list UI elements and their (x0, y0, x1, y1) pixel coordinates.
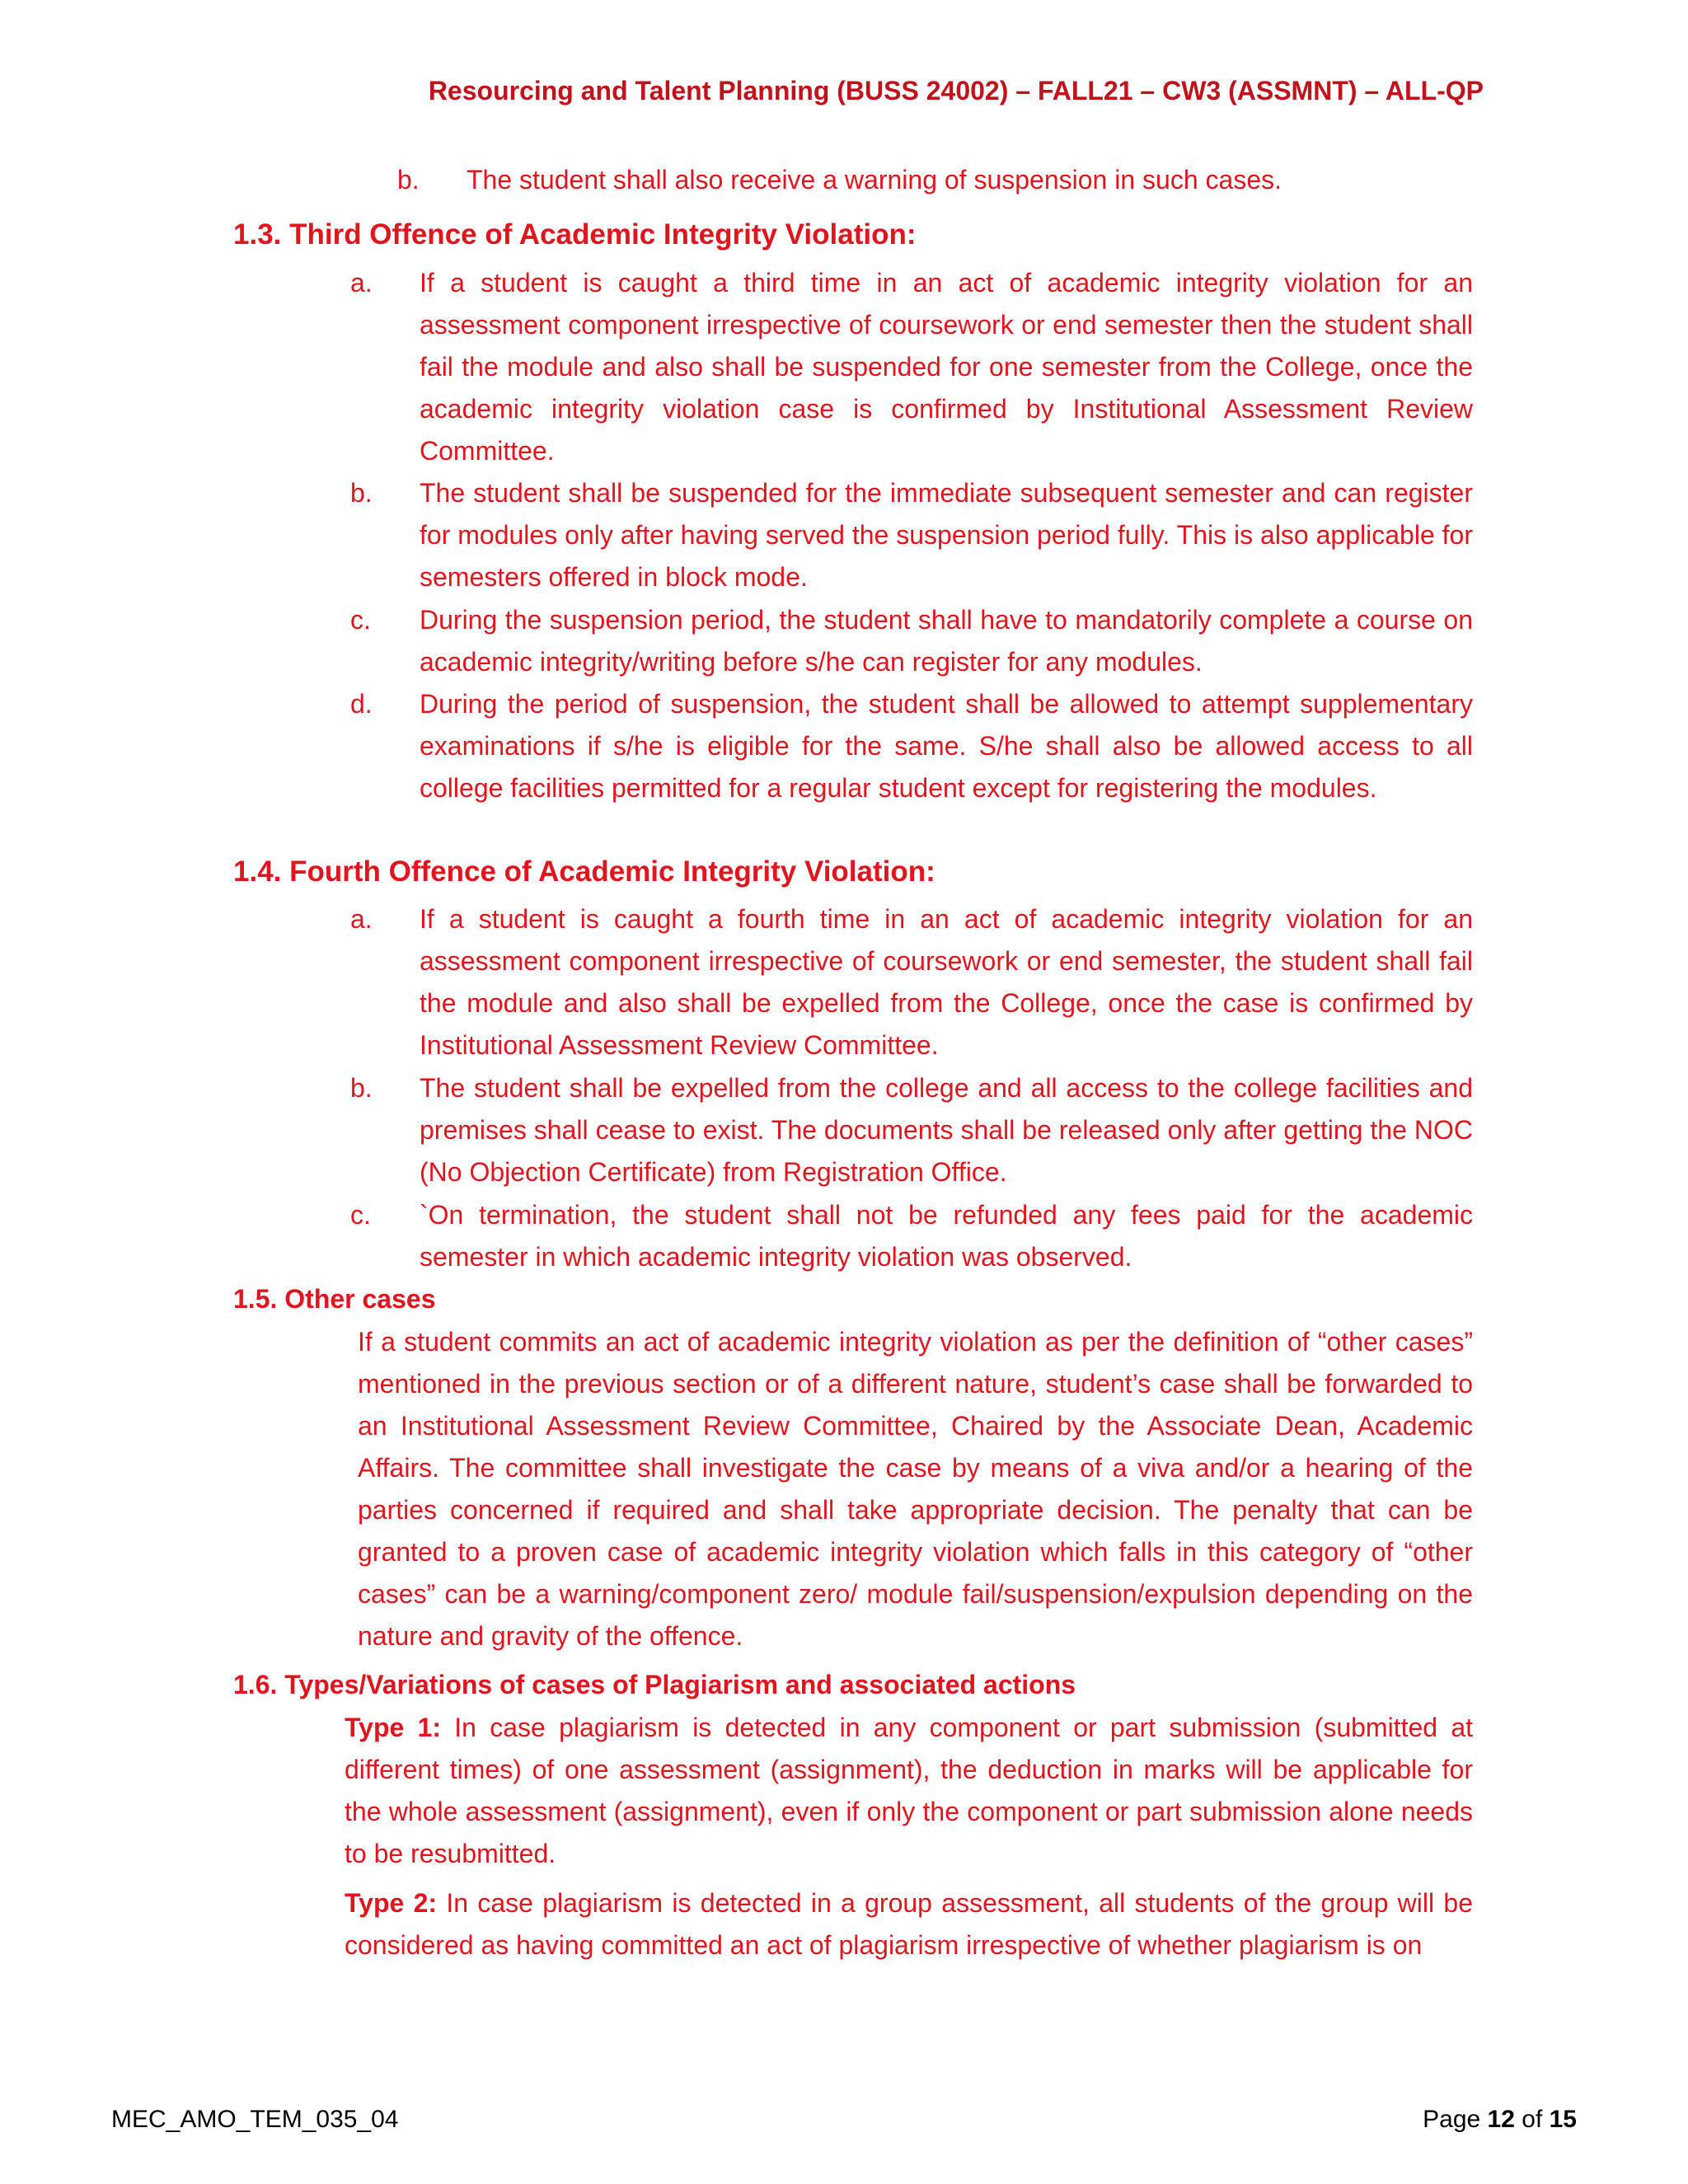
list-text: If a student is caught a third time in an act of academic integrity violation for an assessment component irrespective of coursework or end semester then the student shall fail the module and also shall be suspended for one semester from the College, once the academic integrity violation case is confirmed by Institutional Assessment Review Committee. (420, 268, 1473, 466)
section-heading: 1.5. Other cases (233, 1284, 436, 1314)
list-marker: a. (350, 268, 373, 298)
section-heading: 1.6. Types/Variations of cases of Plagiarism and associated actions (233, 1670, 1076, 1699)
list-marker: b. (350, 478, 373, 508)
section-heading: 1.4. Fourth Offence of Academic Integrity Violation: (233, 855, 935, 888)
list-item (350, 898, 1473, 1066)
document-code: MEC_AMO_TEM_035_04 (111, 2106, 399, 2133)
type-label: Type 1: (345, 1713, 442, 1742)
list-marker: b. (397, 165, 420, 194)
type-paragraph (345, 1707, 1473, 1875)
list-text: During the period of suspension, the student shall be allowed to attempt supplementary examinations if s/he is eligible for the same. S/he shall also be allowed access to all college facilities permitted for a regular student except for registering the modules. (420, 689, 1473, 803)
page-word: Page (1423, 2106, 1488, 2133)
current-page: 12 (1487, 2106, 1515, 2133)
list-item (350, 683, 1473, 809)
type-text: In case plagiarism is detected in any component or part submission (submitted at different times) of one assessment (assignment), the deduction in marks will be applicable for the whole assessment (assignment), even if only the component or part submission alone needs to be resubmitted. (345, 1713, 1474, 1868)
section-heading: 1.3. Third Offence of Academic Integrity Violation: (233, 218, 917, 251)
list-text: `On termination, the student shall not be refunded any fees paid for the academic semester in which academic integrity violation was observed. (420, 1200, 1473, 1272)
page-number (1423, 2106, 1577, 2134)
total-pages: 15 (1549, 2106, 1577, 2133)
list-text: If a student is caught a fourth time in an act of academic integrity violation for an assessment component irrespective of coursework or end semester, the student shall fail the module and also shall be expelled from the College, once the case is confirmed by Institutional Assessment Review Committee. (420, 904, 1473, 1060)
list-marker: c. (350, 605, 371, 635)
type-label: Type 2: (345, 1888, 438, 1918)
list-text: The student shall also receive a warning of suspension in such cases. (467, 165, 1282, 194)
list-item (397, 159, 1469, 201)
page-header: Resourcing and Talent Planning (BUSS 24002) – FALL21 – CW3 (ASSMNT) – ALL-QP (428, 76, 1484, 105)
type-text: In case plagiarism is detected in a group assessment, all students of the group will be considered as having committed an act of plagiarism irrespective of whether plagiarism is on (345, 1888, 1473, 1960)
list-marker: c. (350, 1200, 371, 1230)
list-marker: d. (350, 689, 373, 719)
list-text: The student shall be expelled from the college and all access to the college facilities and premises shall cease to exist. The documents shall be released only after getting the NOC (No Objection Certificate) from Registration Office. (420, 1073, 1473, 1187)
list-marker: a. (350, 904, 373, 934)
list-item (350, 262, 1473, 472)
list-text: During the suspension period, the student shall have to mandatorily complete a course on academic integrity/writing before s/he can register for any modules. (420, 605, 1473, 677)
list-text: The student shall be suspended for the immediate subsequent semester and can register for modules only after having served the suspension period fully. This is also applicable for semesters offered in block mode. (420, 478, 1473, 592)
list-item (350, 599, 1473, 683)
list-item (350, 1194, 1473, 1278)
type-paragraph (345, 1882, 1473, 1966)
list-item (350, 472, 1473, 598)
of-word: of (1514, 2106, 1550, 2133)
list-item (350, 1067, 1473, 1193)
list-marker: b. (350, 1073, 373, 1103)
section-paragraph: If a student commits an act of academic integrity violation as per the definition of “other cases” mentioned in the previous section or of a different nature, student’s case shall be forwarded to an Institutional Assessment Review Committee, Chaired by the Associate Dean, Academic Affairs. The committee shall investigate the case by means of a viva and/or a hearing of the parties concerned if required and shall take appropriate decision. The penalty that can be granted to a proven case of academic integrity violation which falls in this category of “other cases” can be a warning/component zero/ module fail/suspension/expulsion depending on the nature and gravity of the offence. (358, 1327, 1473, 1651)
